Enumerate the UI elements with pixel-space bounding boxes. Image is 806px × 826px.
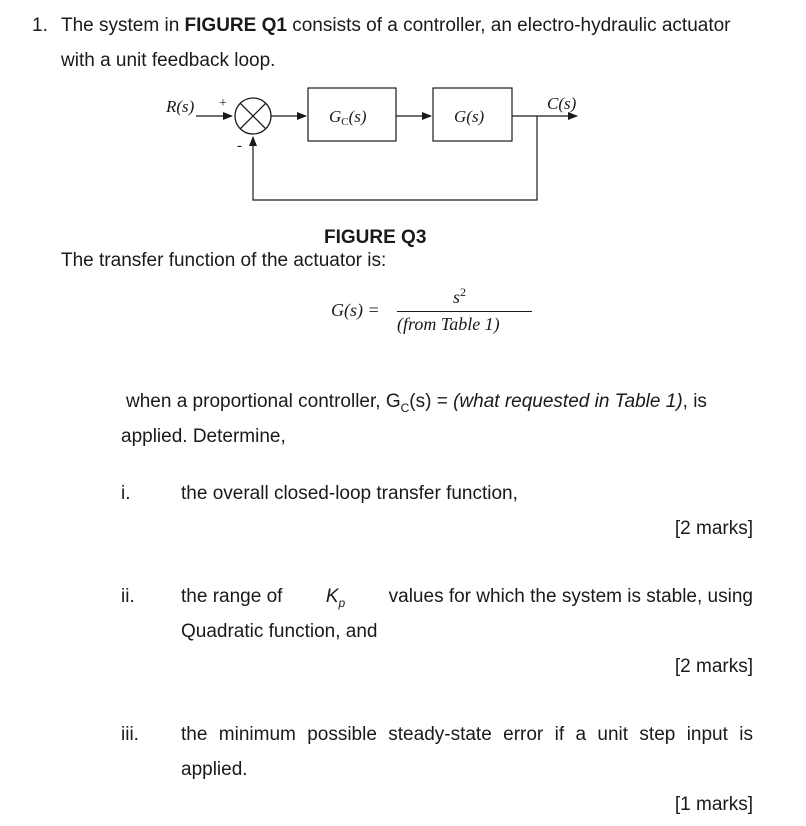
feedback-path	[253, 116, 537, 200]
question-number: 1.	[32, 15, 48, 36]
input-label: R(s)	[166, 97, 195, 116]
controller-label: GC(s)	[329, 107, 367, 128]
controller-line2: applied. Determine,	[121, 426, 286, 447]
part-iii-marks: [1 marks]	[674, 794, 753, 815]
part-iii-number: iii.	[121, 724, 139, 745]
part-iii-line1: the minimum possible steady-state error if a unit step input is	[181, 724, 753, 745]
part-ii-line1: the range of $K_p$ values for which the system is stable, using	[181, 586, 753, 610]
actuator-intro: The transfer function of the actuator is:	[61, 250, 387, 271]
part-i-marks: [2 marks]	[674, 518, 753, 539]
intro-figure-ref: FIGURE Q1	[184, 15, 287, 36]
tf-numerator: $s^2$	[453, 285, 467, 307]
part-ii-marks: [2 marks]	[674, 656, 753, 677]
question-intro-line2: with a unit feedback loop.	[61, 50, 276, 71]
plant-label: G(s)	[454, 107, 485, 126]
part-i-number: i.	[121, 483, 131, 504]
output-label: C(s)	[547, 94, 577, 113]
tf-lhs: G(s) =	[331, 300, 380, 320]
part-ii-number: ii.	[121, 586, 135, 607]
plus-sign: +	[219, 96, 227, 111]
figure-caption: FIGURE Q3	[324, 227, 427, 248]
minus-sign: -	[237, 138, 242, 154]
controller-line1: when a proportional controller, $G_C(s)$ = (what requested in Table 1), is	[126, 391, 707, 415]
part-i-text: the overall closed-loop transfer function,	[181, 483, 518, 504]
summing-junction	[235, 98, 271, 134]
tf-denominator: (from Table 1)	[397, 314, 500, 334]
part-ii-line2: Quadratic function, and	[181, 621, 378, 642]
part-iii-line2: applied.	[181, 759, 248, 780]
fraction-bar	[397, 311, 532, 312]
intro-suffix: consists of a controller, an electro-hydraulic actuator	[286, 15, 731, 36]
intro-prefix: The system in	[61, 15, 185, 36]
block-diagram	[0, 0, 806, 230]
